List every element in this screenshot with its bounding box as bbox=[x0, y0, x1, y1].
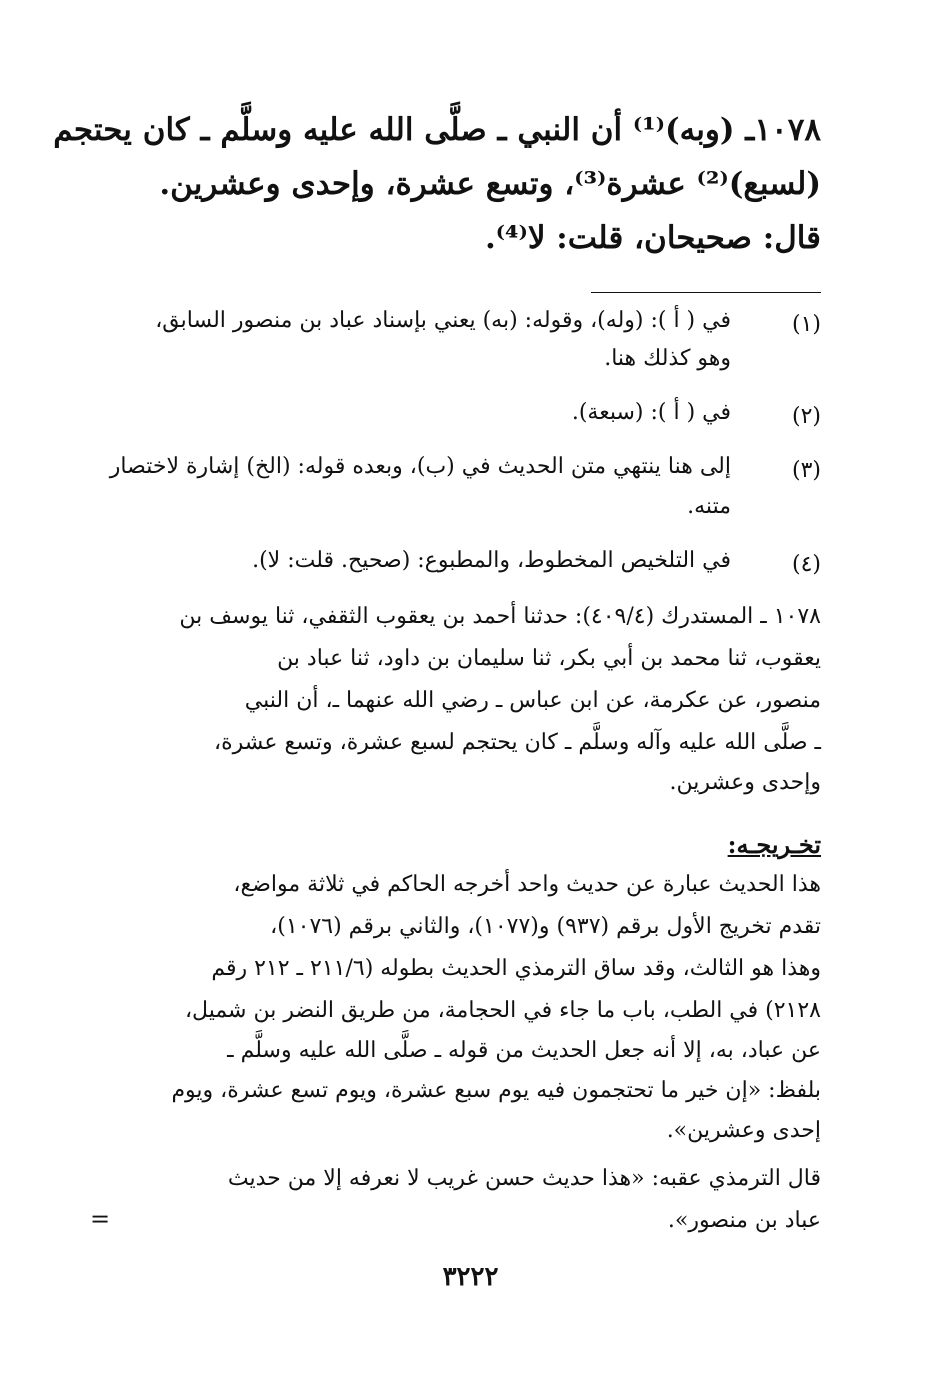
hadith-line-2: (لسبع)⁽²⁾ عشرة⁽³⁾، وتسع عشرة، وإحدى وعشرين. bbox=[159, 166, 821, 202]
footnote-3-line-1: إلى هنا ينتهي متن الحديث في (ب)، وبعده قوله: (الخ) إشارة لاختصار bbox=[109, 454, 731, 479]
takhrij-p1-line-3: وهذا هو الثالث، وقد ساق الترمذي الحديث بطوله (٢١١/٦ ـ ٢١٢ رقم bbox=[211, 956, 821, 981]
page-number: ٣٢٢٢ bbox=[442, 1262, 499, 1292]
footnote-4-number: (٤) bbox=[791, 552, 821, 577]
footnote-4-line-1: في التلخيص المخطوط، والمطبوع: (صحيح. قلت: لا). bbox=[252, 548, 731, 573]
footnote-separator bbox=[591, 292, 821, 293]
mustadrak-line-5: وإحدى وعشرين. bbox=[669, 770, 821, 795]
takhrij-p1-line-6: بلفظ: «إن خير ما تحتجمون فيه يوم سبع عشرة، ويوم تسع عشرة، ويوم bbox=[171, 1078, 821, 1103]
takhrij-p1-line-7: إحدى وعشرين». bbox=[666, 1118, 821, 1143]
hadith-line-1: ١٠٧٨ـ (وبه)⁽¹⁾ أن النبي ـ صلَّى الله عليه وسلَّم ـ كان يحتجم bbox=[53, 112, 821, 148]
takhrij-heading: تخـريجـه: bbox=[727, 830, 821, 859]
footnote-1-number: (١) bbox=[791, 312, 821, 337]
footnote-3-number: (٣) bbox=[791, 458, 821, 483]
mustadrak-line-2: يعقوب، ثنا محمد بن أبي بكر، ثنا سليمان بن داود، ثنا عباد بن bbox=[277, 646, 821, 671]
continuation-mark: = bbox=[90, 1205, 111, 1233]
footnote-2-number: (٢) bbox=[791, 404, 821, 429]
mustadrak-line-3: منصور، عن عكرمة، عن ابن عباس ـ رضي الله عنهما ـ، أن النبي bbox=[244, 688, 821, 713]
takhrij-p2-line-2: عباد بن منصور». bbox=[667, 1208, 821, 1233]
hadith-line-3: قال: صحيحان، قلت: لا⁽⁴⁾. bbox=[484, 220, 821, 256]
takhrij-p1-line-1: هذا الحديث عبارة عن حديث واحد أخرجه الحاكم في ثلاثة مواضع، bbox=[233, 872, 821, 897]
mustadrak-line-4: ـ صلَّى الله عليه وآله وسلَّم ـ كان يحتجم لسبع عشرة، وتسع عشرة، bbox=[214, 730, 821, 755]
takhrij-p1-line-5: عن عباد، به، إلا أنه جعل الحديث من قوله ـ صلَّى الله عليه وسلَّم ـ bbox=[227, 1038, 821, 1063]
footnote-2-line-1: في ( أ ): (سبعة). bbox=[571, 400, 731, 425]
footnote-3-line-2: متنه. bbox=[687, 494, 731, 519]
takhrij-p1-line-4: ٢١٢٨) في الطب، باب ما جاء في الحجامة، من طريق النضر بن شميل، bbox=[184, 998, 821, 1023]
takhrij-p2-line-1: قال الترمذي عقبه: «هذا حديث حسن غريب لا نعرفه إلا من حديث bbox=[227, 1166, 821, 1191]
mustadrak-line-1: ١٠٧٨ ـ المستدرك (٤٠٩/٤): حدثنا أحمد بن يعقوب الثقفي، ثنا يوسف بن bbox=[179, 604, 821, 629]
footnote-1-line-1: في ( أ ): (وله)، وقوله: (به) يعني بإسناد عباد بن منصور السابق، bbox=[155, 308, 731, 333]
takhrij-p1-line-2: تقدم تخريج الأول برقم (٩٣٧) و(١٠٧٧)، والثاني برقم (١٠٧٦)، bbox=[270, 914, 821, 939]
footnote-1-line-2: وهو كذلك هنا. bbox=[604, 346, 731, 371]
